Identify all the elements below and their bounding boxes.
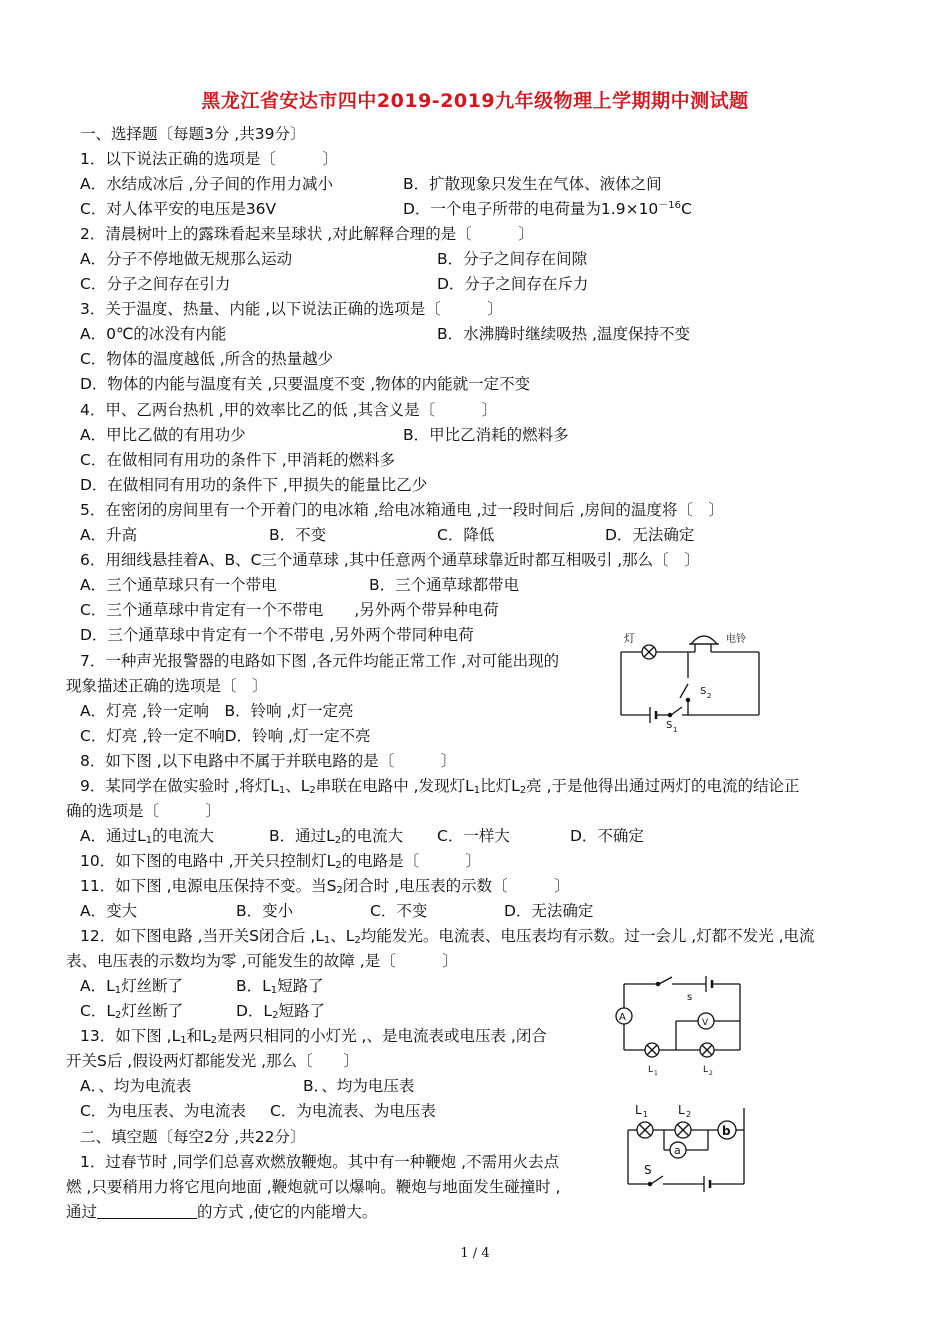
question-9-stem-line2: 确的选项是〔 〕 — [66, 802, 222, 820]
question-11-stem: 11．如下图 ,电源电压保持不变。当$S_2$闭合时 ,电压表的示数〔 〕 — [80, 877, 570, 896]
question-13-stem-line2: 开关S后 ,假设两灯都能发光 ,那么〔 〕 — [66, 1052, 360, 1070]
fill-question-1-line3: 通过 的方式 ,使它的内能增大。 — [66, 1203, 378, 1221]
question-6-option-c: C．三个通草球中肯定有一个不带电 ,另外两个带异种电荷 — [80, 601, 499, 619]
fill-question-1-line2: 燃 ,只要稍用力将它甩向地面 ,鞭炮就可以爆响。鞭炮与地面发生碰撞时 , — [66, 1178, 561, 1196]
svg-text:b: b — [722, 1124, 731, 1138]
question-8-stem: 8．如下图 ,以下电路中不属于并联电路的是〔 〕 — [80, 752, 457, 770]
question-1-option-b: B．扩散现象只发生在气体、液体之间 — [403, 175, 662, 193]
svg-text:1: 1 — [673, 726, 678, 734]
question-12-stem-line2: 表、电压表的示数均为零 ,可能发生的故障 ,是〔 〕 — [66, 952, 458, 970]
section-heading-fill: 二、填空题〔每空2分 ,共22分〕 — [80, 1128, 306, 1146]
question-2-option-d: D．分子之间存在斥力 — [437, 275, 589, 293]
svg-text:a: a — [674, 1144, 681, 1157]
question-6-option-d: D．三个通草球中肯定有一个不带电 ,另外两个带同种电荷 — [80, 626, 474, 644]
svg-text:S: S — [700, 686, 707, 697]
question-11-option-a: A．变大 — [80, 902, 138, 920]
question-12-option-d: D．$L_2$短路了 — [236, 1002, 325, 1021]
page-title: 黑龙江省安达市四中2019-2019九年级物理上学期期中测试题 — [201, 90, 749, 112]
question-12-option-b: B．$L_1$短路了 — [236, 977, 324, 996]
svg-text:2: 2 — [709, 1070, 713, 1077]
question-11-option-b: B．变小 — [236, 902, 294, 920]
switch-s1-symbol — [671, 707, 682, 715]
svg-text:A: A — [619, 1012, 626, 1023]
svg-text:1: 1 — [654, 1070, 658, 1077]
question-2-option-b: B．分子之间存在间隙 — [437, 250, 588, 268]
question-12-option-c: C．$L_2$灯丝断了 — [80, 1002, 184, 1021]
question-7-stem-line1: 7．一种声光报警器的电路如下图 ,各元件均能正常工作 ,对可能出现的 — [80, 652, 560, 670]
switch-symbol — [659, 977, 672, 984]
svg-text:V: V — [702, 1018, 709, 1028]
question-4-option-a: A．甲比乙做的有用功少 — [80, 426, 246, 444]
svg-text:S: S — [644, 1163, 652, 1177]
question-9-option-d: D．不确定 — [570, 827, 644, 845]
svg-text:1: 1 — [643, 1110, 649, 1119]
question-13-option-a: A．、均为电流表 — [80, 1077, 192, 1095]
question-5-stem: 5．在密闭的房间里有一个开着门的电冰箱 ,给电冰箱通电 ,过一段时间后 ,房间的温度将〔 〕 — [80, 501, 724, 519]
question-9-option-a: A．通过$L_1$的电流大 — [80, 827, 215, 846]
question-3-option-a: A．0℃的冰没有内能 — [80, 325, 227, 343]
question-4-option-b: B．甲比乙消耗的燃料多 — [403, 426, 569, 444]
page-number: 1 / 4 — [460, 1246, 490, 1261]
question-6-option-a: A．三个通草球只有一个带电 — [80, 576, 277, 594]
question-1-option-a: A．水结成冰后 ,分子间的作用力减小 — [80, 175, 333, 193]
lamp-label: 灯 — [624, 632, 635, 645]
question-13-option-d: C．为电流表、为电压表 — [270, 1102, 436, 1120]
bell-symbol — [691, 636, 717, 644]
question-2-option-a: A．分子不停地做无规那么运动 — [80, 250, 293, 268]
question-3-option-b: B．水沸腾时继续吸热 ,温度保持不变 — [437, 325, 690, 343]
question-12-option-a: A．$L_1$灯丝断了 — [80, 977, 184, 996]
svg-text:S: S — [666, 720, 673, 731]
question-3-option-d: D．物体的内能与温度有关 ,只要温度不变 ,物体的内能就一定不变 — [80, 375, 531, 393]
question-9-option-b: B．通过$L_2$的电流大 — [269, 827, 404, 846]
question-11-option-c: C．不变 — [370, 902, 428, 920]
question-2-option-c: C．分子之间存在引力 — [80, 275, 231, 293]
question-12-stem-line1: 12．如下图电路 ,当开关S闭合后 $,L_1$、$L_2$均能发光。电流表、电压表均有示数。过一会儿 ,灯都不发光 ,电流 — [80, 927, 815, 946]
fill-question-1-line1: 1．过春节时 ,同学们总喜欢燃放鞭炮。其中有一种鞭炮 ,不需用火去点 — [80, 1153, 560, 1171]
question-11-option-d: D．无法确定 — [504, 902, 594, 920]
question-5-option-c: C．降低 — [437, 526, 495, 544]
svg-text:s: s — [687, 992, 693, 1003]
question-9-option-c: C．一样大 — [437, 827, 510, 845]
svg-text:2: 2 — [707, 692, 712, 700]
question-2-stem: 2．清晨树叶上的露珠看起来呈球状 ,对此解释合理的是〔 〕 — [80, 225, 534, 243]
svg-text:L: L — [703, 1065, 709, 1075]
question-1-option-d: D．一个电子所带的电荷量为$1.9\times 10^{-16}C$ — [403, 200, 692, 218]
question-3-option-c: C．物体的温度越低 ,所含的热量越少 — [80, 350, 334, 368]
question-4-option-c: C．在做相同有用功的条件下 ,甲消耗的燃料多 — [80, 451, 396, 469]
question-4-stem: 4．甲、乙两台热机 ,甲的效率比乙的低 ,其含义是〔 〕 — [80, 401, 498, 419]
question-5-option-d: D．无法确定 — [605, 526, 695, 544]
question-4-option-d: D．在做相同有用功的条件下 ,甲损失的能量比乙少 — [80, 476, 428, 494]
meter-circuit-diagram — [618, 1098, 748, 1196]
question-10-stem: 10．如下图的电路中 ,开关只控制灯$L_2$的电路是〔 〕 — [80, 852, 482, 871]
question-13-stem-line1: 13．如下图 $,L_1$和$L_2$是两只相同的小灯光 ,、是电流表或电压表 ,闭合 — [80, 1027, 547, 1046]
question-5-option-b: B．不变 — [269, 526, 327, 544]
question-13-option-c: C．为电压表、为电流表 — [80, 1102, 246, 1120]
svg-text:L: L — [678, 1103, 685, 1117]
question-3-stem: 3．关于温度、热量、内能 ,以下说法正确的选项是〔 〕 — [80, 300, 503, 318]
question-5-option-a: A．升高 — [80, 526, 138, 544]
alarm-circuit-diagram — [616, 622, 768, 734]
fault-circuit-diagram — [610, 970, 750, 1080]
svg-text:2: 2 — [686, 1110, 692, 1119]
svg-text:L: L — [635, 1103, 642, 1117]
bell-label: 电铃 — [726, 634, 746, 645]
question-6-option-b: B．三个通草球都带电 — [369, 576, 520, 594]
question-7-options-cd: C．灯亮 ,铃一定不响D．铃响 ,灯一定不亮 — [80, 727, 371, 745]
section-heading-choice: 一、选择题〔每题3分 ,共39分〕 — [80, 125, 306, 143]
question-7-options-ab: A．灯亮 ,铃一定响 B．铃响 ,灯一定亮 — [80, 702, 354, 720]
question-9-stem-line1: 9．某同学在做实验时 ,将灯$L_1$、$L_2$串联在电路中 ,发现灯$L_1$比灯$L_2$亮 ,于是他得出通过两灯的电流的结论正 — [80, 777, 800, 796]
question-7-stem-line2: 现象描述正确的选项是〔 〕 — [66, 677, 268, 695]
question-1-option-c: C．对人体平安的电压是36V — [80, 200, 277, 218]
question-6-stem: 6．用细线悬挂着A、B、C三个通草球 ,其中任意两个通草球靠近时都互相吸引 ,那么〔 〕 — [80, 551, 700, 569]
answer-blank[interactable] — [97, 1204, 197, 1219]
question-13-option-b: B．、均为电压表 — [303, 1077, 415, 1095]
switch-symbol — [651, 1176, 663, 1184]
svg-text:L: L — [648, 1065, 654, 1075]
question-1-stem: 1．以下说法正确的选项是〔 〕 — [80, 150, 338, 168]
switch-s2-symbol — [680, 684, 688, 698]
